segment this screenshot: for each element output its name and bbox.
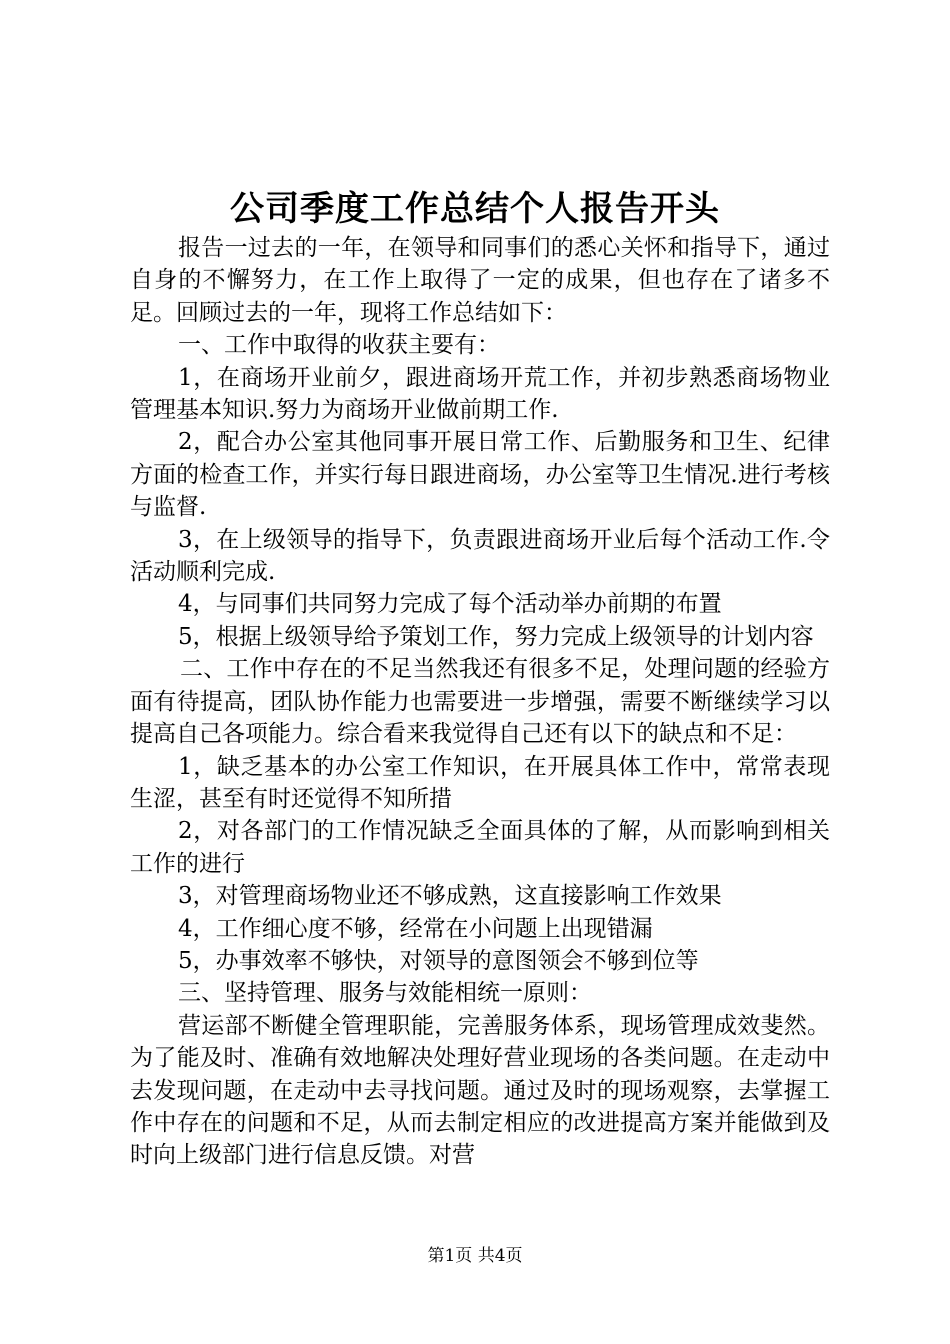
section-heading-achievements: 一、工作中取得的收获主要有：	[178, 332, 500, 359]
list-item: 1，缺乏基本的办公室工作知识，在开展具体工作中，常常表现生涩，甚至有时还觉得不知所措	[130, 753, 830, 812]
section-heading-principles: 三、坚持管理、服务与效能相统一原则：	[178, 980, 592, 1007]
list-item: 4，工作细心度不够，经常在小问题上出现错漏	[178, 915, 653, 942]
list-item: 5，办事效率不够快，对领导的意图领会不够到位等	[178, 947, 699, 974]
list-item: 3，在上级领导的指导下，负责跟进商场开业后每个活动工作.令活动顺利完成.	[130, 526, 830, 586]
list-item: 1，在商场开业前夕，跟进商场开荒工作，并初步熟悉商场物业管理基本知识.努力为商场开业做前期工作.	[130, 364, 830, 424]
paragraph-intro: 报告一过去的一年，在领导和同事们的悉心关怀和指导下，通过自身的不懈努力，在工作上取得了一定的成果，但也存在了诸多不足。回顾过去的一年，现将工作总结如下：	[130, 235, 830, 326]
list-item: 2，配合办公室其他同事开展日常工作、后勤服务和卫生、纪律方面的检查工作，并实行每日跟进商场，办公室等卫生情况.进行考核与监督.	[130, 429, 830, 521]
page-number-footer: 第1页 共4页	[427, 1246, 523, 1266]
list-item: 3，对管理商场物业还不够成熟，这直接影响工作效果	[178, 883, 722, 910]
list-item: 4，与同事们共同努力完成了每个活动举办前期的布置	[178, 591, 722, 618]
document-title: 公司季度工作总结个人报告开头	[230, 189, 720, 229]
paragraph-operations: 营运部不断健全管理职能，完善服务体系，现场管理成效斐然。为了能及时、准确有效地解决处理好营业现场的各类问题。在走动中去发现问题，在走动中去寻找问题。通过及时的现场观察，去掌握工作中存在的问题和不足，从而去制定相应的改进提高方案并能做到及时向上级部门进行信息反馈。对营	[130, 1012, 830, 1169]
list-item: 5，根据上级领导给予策划工作，努力完成上级领导的计划内容	[178, 623, 814, 650]
section-heading-shortcomings: 二、工作中存在的不足当然我还有很多不足，处理问题的经验方面有待提高，团队协作能力也需要进一步增强，需要不断继续学习以提高自己各项能力。综合看来我觉得自己还有以下的缺点和不足：	[130, 656, 830, 748]
document-body	[130, 232, 830, 1172]
list-item: 2，对各部门的工作情况缺乏全面具体的了解，从而影响到相关工作的进行	[130, 818, 830, 877]
